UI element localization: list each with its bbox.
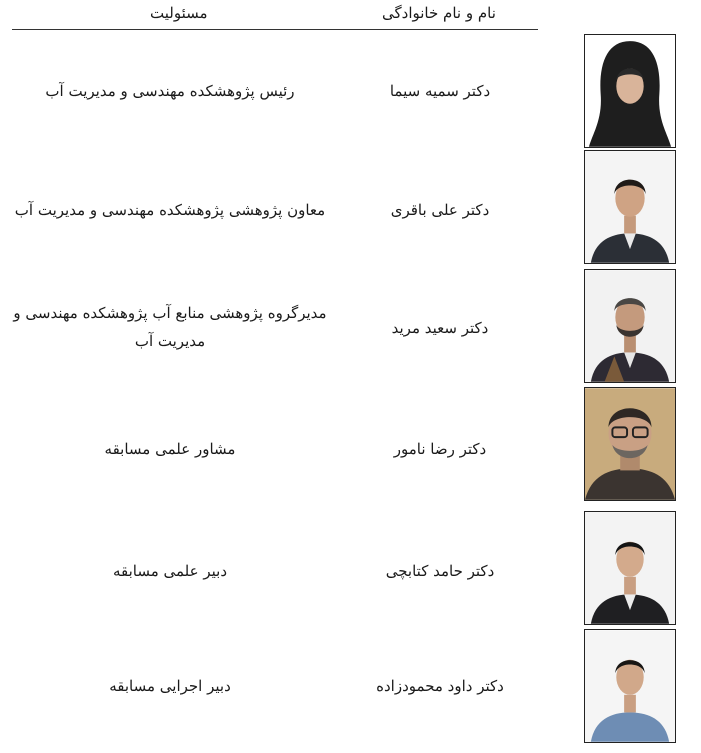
header-rule xyxy=(12,29,538,30)
person-name: دکتر داود محمودزاده xyxy=(376,677,504,695)
column-header-name: نام و نام خانوادگی xyxy=(382,4,496,22)
person-responsibility: رئیس پژوهشکده مهندسی و مدیریت آب xyxy=(45,82,295,100)
portrait-photo xyxy=(584,387,676,501)
person-responsibility: دبیر علمی مسابقه xyxy=(112,562,228,580)
person-responsibility: دبیر اجرایی مسابقه xyxy=(109,677,231,695)
portrait-photo xyxy=(584,629,676,743)
person-name: دکتر سعید مرید xyxy=(391,319,489,337)
person-responsibility: مشاور علمی مسابقه xyxy=(104,440,236,458)
person-name: دکتر علی باقری xyxy=(390,201,490,219)
person-responsibility: معاون پژوهشی پژوهشکده مهندسی و مدیریت آب xyxy=(14,201,326,219)
portrait-photo xyxy=(584,150,676,264)
column-header-responsibility: مسئولیت xyxy=(150,4,208,22)
person-name: دکتر رضا نامور xyxy=(393,440,487,458)
person-responsibility: مدیرگروه پژوهشی منابع آب پژوهشکده مهندسی و مدیریت آب xyxy=(13,304,327,350)
portrait-photo xyxy=(584,34,676,148)
portrait-photo xyxy=(584,511,676,625)
person-name: دکتر سمیه سیما xyxy=(389,82,491,100)
portrait-photo xyxy=(584,269,676,383)
person-name: دکتر حامد کتابچی xyxy=(385,562,495,580)
